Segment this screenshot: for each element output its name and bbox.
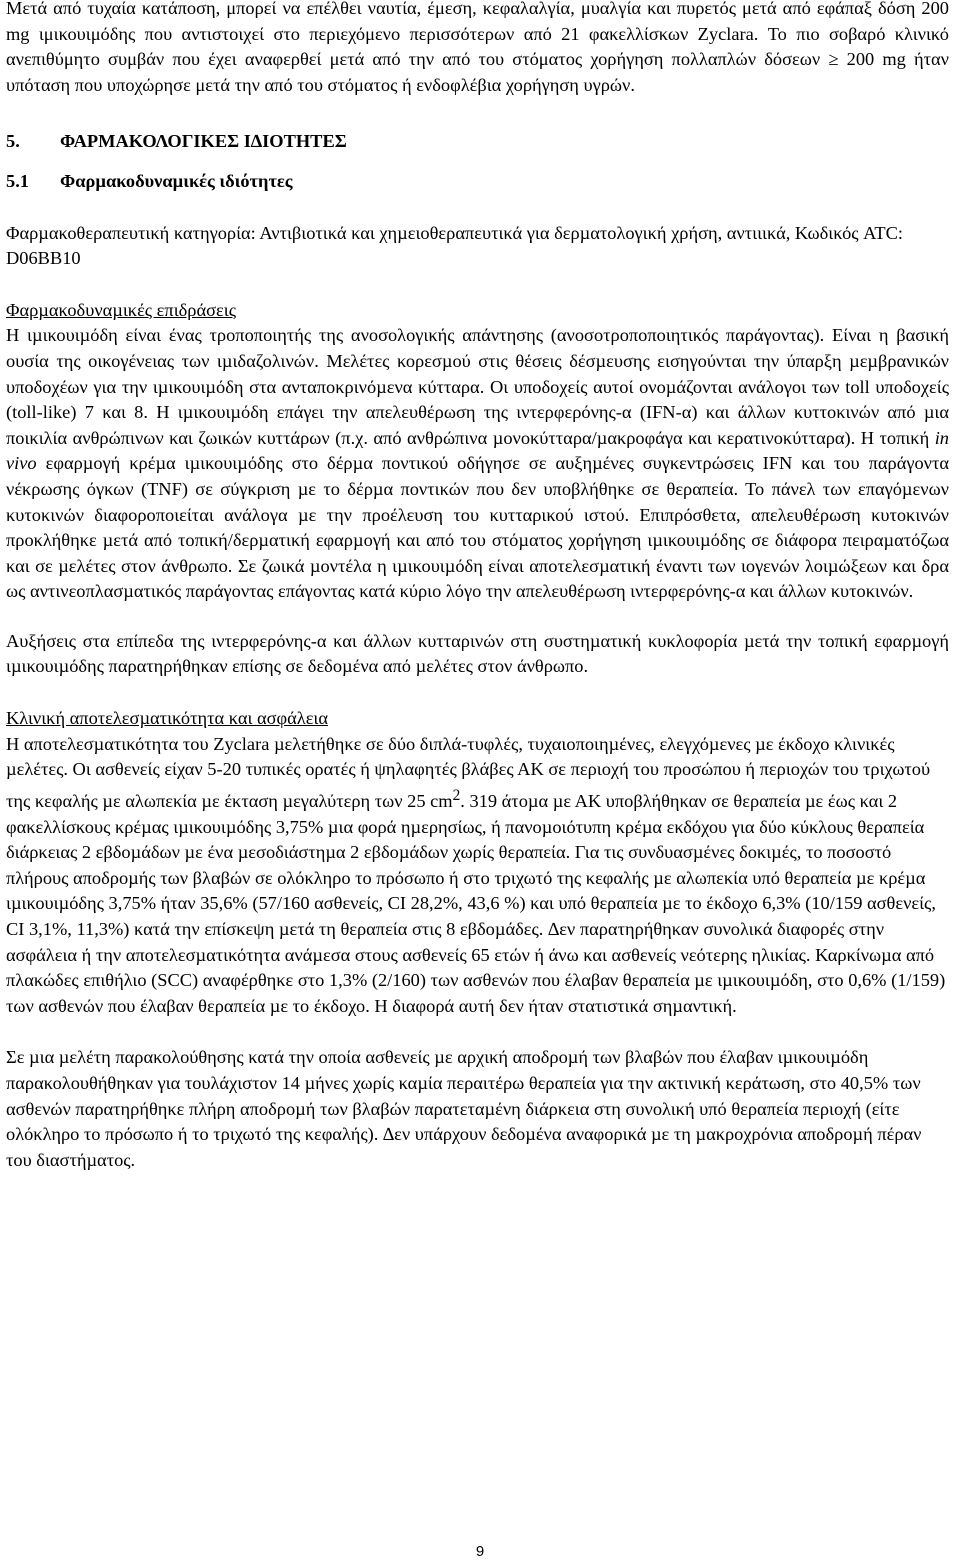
section-5-title: ΦΑΡΜΑΚΟΛΟΓΙΚΕΣ Ι∆ΙΟΤΗΤΕΣ [60, 131, 347, 152]
pd-effects-paragraph [6, 323, 949, 605]
interferon-paragraph: Αυξήσεις στα επίπεδα της ιντερφερόνης-α και άλλων κυτταρινών στη συστηµατική κυκλοφορία µετά την τοπική εφαρµογή ιµικουιµόδης παρατηρήθηκαν επίσης σε δεδοµένα από µελέτες στον άνθρωπο. [6, 630, 949, 677]
section-5-number: 5. [6, 131, 20, 152]
overdose-text-a: Μετά από τυχαία κατάποση, μπορεί να επέλθει ναυτία, έμεση, κεφαλαλγία, μυαλγία και πυρετός μετά από εφάπαξ δόση 200 mg ιμικουιμόδης που αντιστοιχεί στο περιεχόμενο περισσότερων από 21 φακελλίσκων Zyclara. Το πιο σοβαρό κλινικό ανεπιθύμητο συμβάν που έχει αναφερθεί μετά από την από του στόματος χορήγηση πολλαπλών δόσεων [6, 0, 949, 70]
atc-paragraph: Φαρµακοθεραπευτική κατηγορία: Αντιβιοτικά και χηµειοθεραπευτικά για δερµατολογική χρήση, αντιιικά, Κωδικός ATC: D06BB10 [6, 222, 904, 269]
clinical-paragraph [6, 732, 949, 1020]
greater-equal-symbol: ≥ [828, 49, 839, 70]
pd-effects-text-b: εφαρµογή κρέµα ιµικουιµόδης στο δέρµα ποντικού οδήγησε σε αυξηµένες συγκεντρώσεις IFN και του παράγοντα νέκρωσης όγκων (TNF) σε σύγκριση µε το δέρµα ποντικών που δεν υποβλήθηκε σε θεραπεία. Το πάνελ των επαγόµενων κυτοκινών διαφοροποιείται ανάλογα µε την προέλευση του κυτταρικού ιστού. Επιπρόσθετα, απελευθέρωση κυτοκινών προκλήθηκε µετά από τοπική/δερµατική εφαρµογή και από του στόµατος χορήγηση ιµικουιµόδης σε διάφορα πειραµατόζωα και σε µελέτες στον άνθρωπο. Σε ζωικά µοντέλα η ιµικουιµόδη είναι αποτελεσµατική έναντι των ιογενών λοιµώξεων και δρα ως αντινεοπλασµατικός παράγοντας επάγοντας κατά κύριο λόγο την απελευθέρωση ιντερφερόνης-α και άλλων κυτοκινών. [6, 453, 949, 602]
overdose-paragraph [6, 0, 949, 98]
clinical-text-b: . 319 άτοµα µε ΑΚ υποβλήθηκαν σε θεραπεία µε έως και 2 φακελλίσκους κρέµας ιµικουιµόδης 3,75% µια φορά ηµερησίως, ή πανοµοιότυπη κρέµα εκδόχου για δύο κύκλους θεραπεία διάρκειας 2 εβδοµάδων µε ένα µεσοδιάστηµα 2 εβδοµάδων χωρίς θεραπεία. Για τις συνδυασµένες δοκιµές, το ποσοστό πλήρους αποδροµής των βλαβών σε ολόκληρο το πρόσωπο ή στο τριχωτό της κεφαλής µε αλωπεκία υπό θεραπεία µε κρέµα ιµικουιµόδης 3,75% ήταν 35,6% (57/160 ασθενείς, CI 28,2%, 43,6 %) και υπό θεραπεία µε το έκδοχο 6,3% (10/159 ασθενείς, CI 3,1%, 11,3%) κατά την επίσκεψη µετά τη θεραπεία στις 8 εβδοµάδες. ∆εν παρατηρήθηκαν συνολικά διαφορές στην ασφάλεια ή την αποτελεσµατικότητα ανάµεσα στους ασθενείς 65 ετών ή άνω και ασθενείς νεότερης ηλικίας. Καρκίνωµα από πλακώδες επιθήλιο (SCC) αναφέρθηκε στο 1,3% (2/160) των ασθενών που έλαβαν θεραπεία µε ιµικουιµόδη, στο 0,6% (1/159) των ασθενών που έλαβαν θεραπεία µε το έκδοχο. Η διαφορά αυτή δεν ήταν στατιστικά σηµαντική. [6, 790, 946, 1016]
section-5-heading [6, 129, 949, 155]
section-5-1-heading [6, 169, 949, 195]
pd-effects-text-a: Η ιµικουιµόδη είναι ένας τροποποιητής της ανοσολογικής απάντησης (ανοσοτροποποιητικός παράγοντας). Είναι η βασική ουσία της οικογένειας των ιµιδαζολινών. Μελέτες κορεσµού στις θέσεις δέσµευσης εισηγούνται την ύπαρξη µεµβρανικών υποδοχέων για την ιµικουιµόδη στα ανταποκρινόµενα κύτταρα. Οι υποδοχείς αυτοί ονοµάζονται ανάλογοι των toll υποδοχείς (toll-like) 7 και 8. Η ιµικουιµόδη επάγει την απελευθέρωση της ιντερφερόνης-α (IFN-α) και άλλων κυττοκινών από µια ποικιλία ανθρώπινων και ζωικών κυττάρων (π.χ. από ανθρώπινα µονοκύτταρα/µακροφάγα και κερατινοκύτταρα). Η τοπική [6, 325, 949, 448]
cm2-superscript: 2 [452, 786, 461, 804]
follow-up-paragraph: Σε µια µελέτη παρακολούθησης κατά την οποία ασθενείς µε αρχική αποδροµή των βλαβών που έλαβαν ιµικουιµόδη παρακολουθήθηκαν για τουλάχιστον 14 µήνες χωρίς καµία περαιτέρω θεραπεία για την ακτινική κεράτωση, στο 40,5% των ασθενών παρατηρήθηκε πλήρη αποδροµή των βλαβών παρατεταµένη διάρκεια στη συνολική υπό θεραπεία περιοχή (είτε ολόκληρο το πρόσωπο ή το τριχωτό της κεφαλής). ∆εν υπάρχουν δεδοµένα αναφορικά µε τη µακροχρόνια αποδροµή πέραν του διαστήµατος. [6, 1047, 922, 1170]
overdose-text-b: 200 mg ήταν υπόταση που υποχώρησε μετά την από του στόματος ή ενδοφλέβια χορήγηση υγρών. [6, 49, 949, 95]
clinical-heading: Κλινική αποτελεσµατικότητα και ασφάλεια [6, 708, 329, 729]
section-5-1-title: Φαρµακοδυναµικές ιδιότητες [60, 170, 293, 191]
clinical-text-a: Η αποτελεσµατικότητα του Zyclara µελετήθηκε σε δύο διπλά-τυφλές, τυχαιοποιηµένες, ελεγχόµενες µε έκδοχο κλινικές µελέτες. Οι ασθενείς είχαν 5-20 τυπικές ορατές ή ψηλαφητές βλάβες ΑΚ σε περιοχή του προσώπου ή περιοχών του τριχωτού της κεφαλής µε αλωπεκία µε έκταση µεγαλύτερη των 25 cm [6, 733, 931, 811]
in-vivo-term: in vivo [6, 427, 949, 474]
section-5-1-number: 5.1 [6, 170, 29, 191]
page-number: 9 [475, 1543, 485, 1560]
pd-effects-heading: Φαρµακοδυναµικές επιδράσεις [6, 299, 236, 320]
